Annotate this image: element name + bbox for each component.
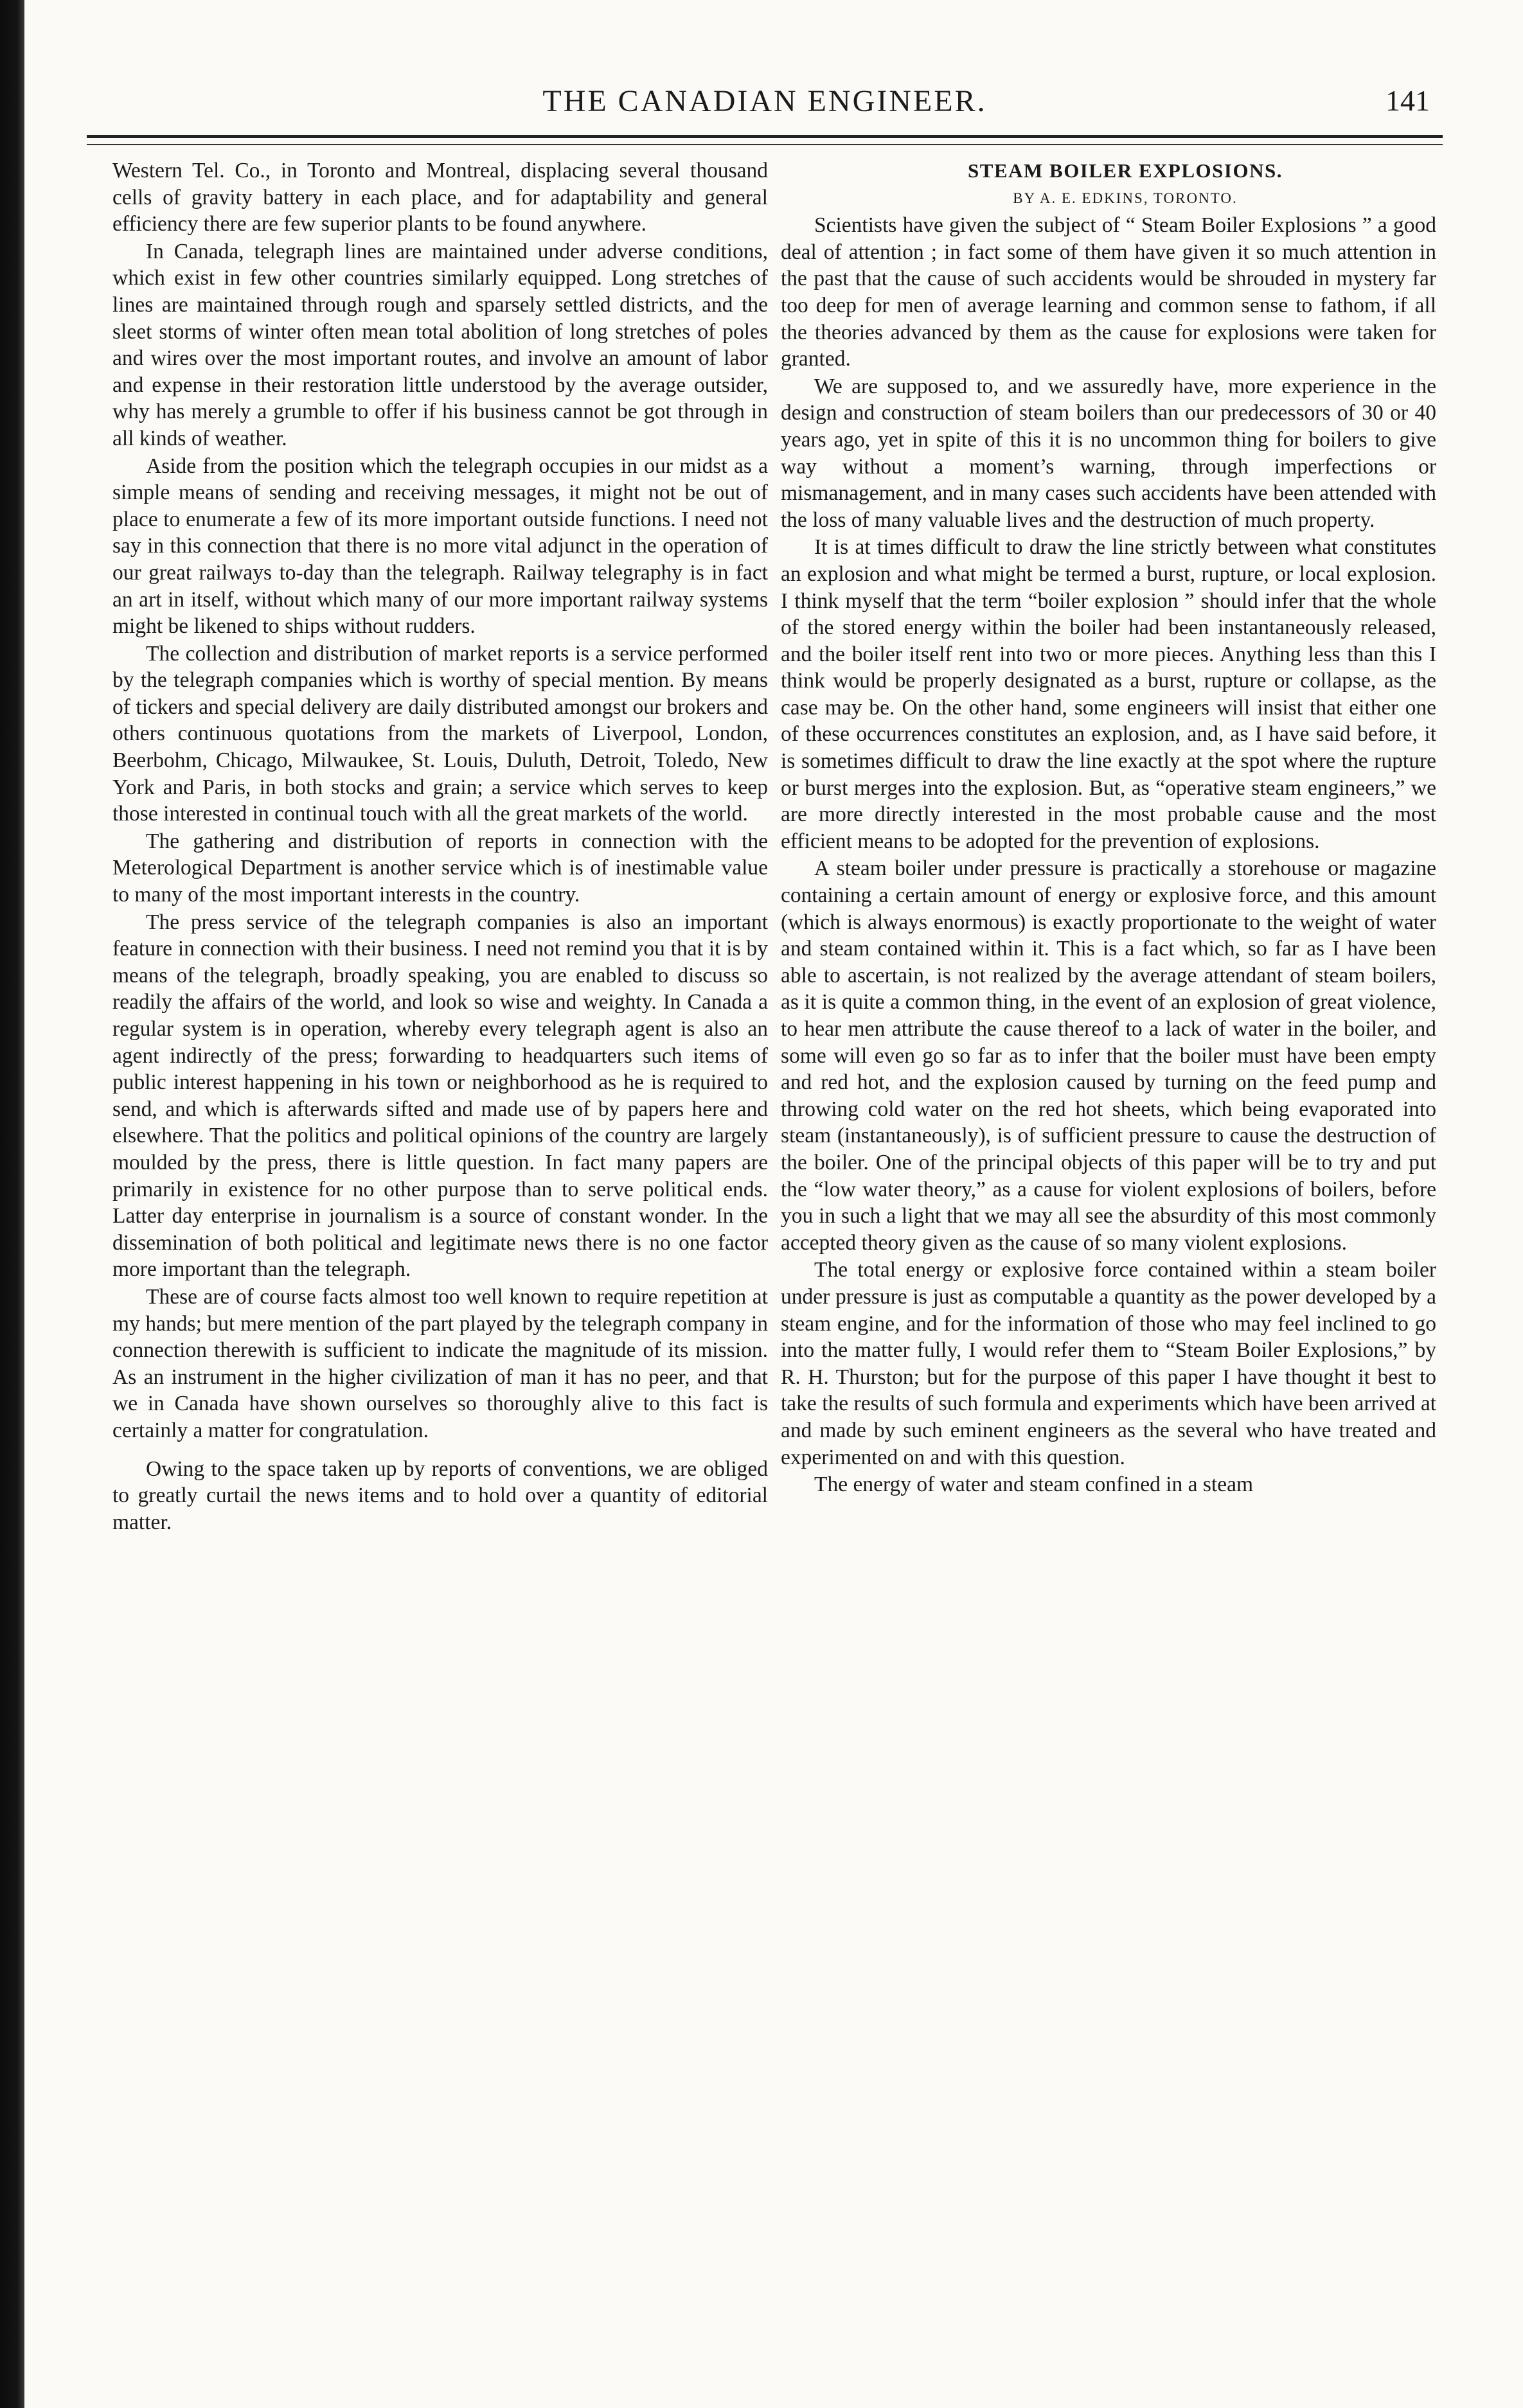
left-column — [112, 157, 768, 2368]
page-binding-edge — [0, 0, 24, 2408]
paragraph: We are supposed to, and we assuredly have, more experience in the design and construction of steam boilers than our predecessors of 30 or 40 years ago, yet in spite of this it is no uncommon thing for boilers to give way without a moment’s warning, through imperfections or mismanagement, and in many cases such accidents have been attended with the loss of many valuable lives and the destruction of much property. — [781, 374, 1436, 532]
paragraph: The total energy or explosive force contained within a steam boiler under pressure is just as computable a quantity as the power developed by a steam engine, and for the information of those who may feel inclined to go into the matter fully, I would refer them to “Steam Boiler Explosions,” by R. H. Thurston; but for the purpose of this paper I have thought it best to take the results of such formula and experiments which have been arrived at and made by such eminent engineers as the several who have treated and experimented on and with this question. — [781, 1258, 1436, 1469]
paragraph: Western Tel. Co., in Toronto and Montreal, displacing several thousand cells of gravity battery in each place, and for adaptability and general efficiency there are few superior plants to be found anywhere. — [112, 159, 768, 236]
paragraph: In Canada, telegraph lines are maintained under adverse conditions, which exist in few other countries similarly equipped. Long stretches of lines are maintained through rough and sparsely settled districts, and the sleet storms of winter often mean total abolition of long stretches of poles and wires over the most important routes, and involve an amount of labor and expense in their restoration little understood by the average outsider, why has merely a grumble to offer if his business cannot be got through in all kinds of weather. — [112, 239, 768, 450]
running-title: THE CANADIAN ENGINEER. — [542, 84, 987, 118]
paragraph: The collection and distribution of market reports is a service performed by the telegraph companies which is worthy of special mention. By means of tickers and special delivery are daily distributed amongst our brokers and others continuous quotations from the markets of Liverpool, London, Beerbohm, Chicago, Milwaukee, St. Louis, Duluth, Detroit, Toledo, New York and Paris, in both stocks and grain; a service which serves to keep those interested in continual touch with all the great markets of the world. — [112, 641, 768, 826]
paragraph: The energy of water and steam confined in a steam — [814, 1473, 1254, 1497]
article-byline: BY A. E. EDKINS, TORONTO. — [1013, 190, 1238, 206]
paragraph: A steam boiler under pressure is practically a storehouse or magazine containing a certain amount of energy or explosive force, and this amount (which is always enormous) is exactly proportionate to the weight of water and steam contained within it. This is a fact which, so far as I have been able to ascertain, is not realized by the average attendant of steam boilers, as it is quite a common thing, in the event of an explosion of great violence, to hear men attribute the cause thereof to a lack of water in the boiler, and some will even go so far as to infer that the boiler must have been empty and red hot, and the explosion caused by turning on the feed pump and throwing cold water on the red hot sheets, which being evaporated into steam (instantaneously), is of sufficient pressure to cause the destruction of the boiler. One of the principal objects of this paper will be to try and put the “low water theory,” as a cause for violent explosions of boilers, before you in such a light that we may all see the absurdity of this most commonly accepted theory given as the cause of so many violent explosions. — [781, 856, 1436, 1255]
editorial-note: Owing to the space taken up by reports of conventions, we are obliged to greatly curtail the news items and to hold over a quantity of editorial matter. — [112, 1456, 768, 1534]
article-title: STEAM BOILER EXPLOSIONS. — [968, 159, 1283, 182]
paragraph: The gathering and distribution of reports in connection with the Meterological Department is another service which is of inestimable value to many of the most important interests in the country. — [112, 829, 768, 907]
header-rule-thin — [87, 144, 1443, 145]
right-column — [781, 157, 1436, 2368]
paragraph: Aside from the position which the telegraph occupies in our midst as a simple means of sending and receiving messages, it might not be out of place to enumerate a few of its more important outside functions. I need not say in this connection that there is no more vital adjunct in the operation of our great railways to-day than the telegraph. Railway telegraphy is in fact an art in itself, without which many of our more important railway systems might be likened to ships without rudders. — [112, 454, 768, 639]
page-number: 141 — [1385, 84, 1430, 117]
page-header — [87, 84, 1443, 128]
header-rule-thick — [87, 135, 1443, 138]
paragraph: The press service of the telegraph companies is also an important feature in connection with their business. I need not remind you that it is by means of the telegraph, broadly speaking, you are enabled to discuss so readily the affairs of the world, and look so wise and weighty. In Canada a regular system is in operation, whereby every telegraph agent is also an agent indirectly of the press; forwarding to headquarters such items of public interest happening in his town or neighborhood as he is required to send, and which is afterwards sifted and made use of by papers here and elsewhere. That the politics and political opinions of the country are largely moulded by the press, there is little question. In fact many papers are primarily in existence for no other purpose than to serve political ends. Latter day enterprise in journalism is a source of constant wonder. In the dissemination of both political and legitimate news there is no one factor more important than the telegraph. — [112, 910, 768, 1282]
paragraph: It is at times difficult to draw the line strictly between what constitutes an explosion and what might be termed a burst, rupture, or local explosion. I think myself that the term “boiler explosion ” should infer that the whole of the stored energy within the boiler had been instantaneously released, and the boiler itself rent into two or more pieces. Anything less than this I think would be properly designated as a burst, rupture or collapse, as the case may be. On the other hand, some engineers will insist that either one of these occurrences constitutes an explosion, and, as I have said before, it is sometimes difficult to draw the line exactly at the spot where the rupture or burst merges into the explosion. But, as “operative steam engineers,” we are more directly interested in the most probable cause and the most efficient means to be adopted for the prevention of explosions. — [781, 535, 1436, 853]
paragraph: Scientists have given the subject of “ Steam Boiler Explosions ” a good deal of attention ; in fact some of them have given it so much attention in the past that the cause of such accidents would be shrouded in mystery far too deep for men of average learning and common sense to fathom, if all the theories advanced by them as the cause for explosions were taken for granted. — [781, 213, 1436, 371]
paragraph: These are of course facts almost too well known to require repetition at my hands; but mere mention of the part played by the telegraph company in connection therewith is sufficient to indicate the magnitude of its mission. As an instrument in the higher civilization of man it has no peer, and that we in Canada have shown ourselves so thoroughly alive to this fact is certainly a matter for congratulation. — [112, 1284, 768, 1442]
